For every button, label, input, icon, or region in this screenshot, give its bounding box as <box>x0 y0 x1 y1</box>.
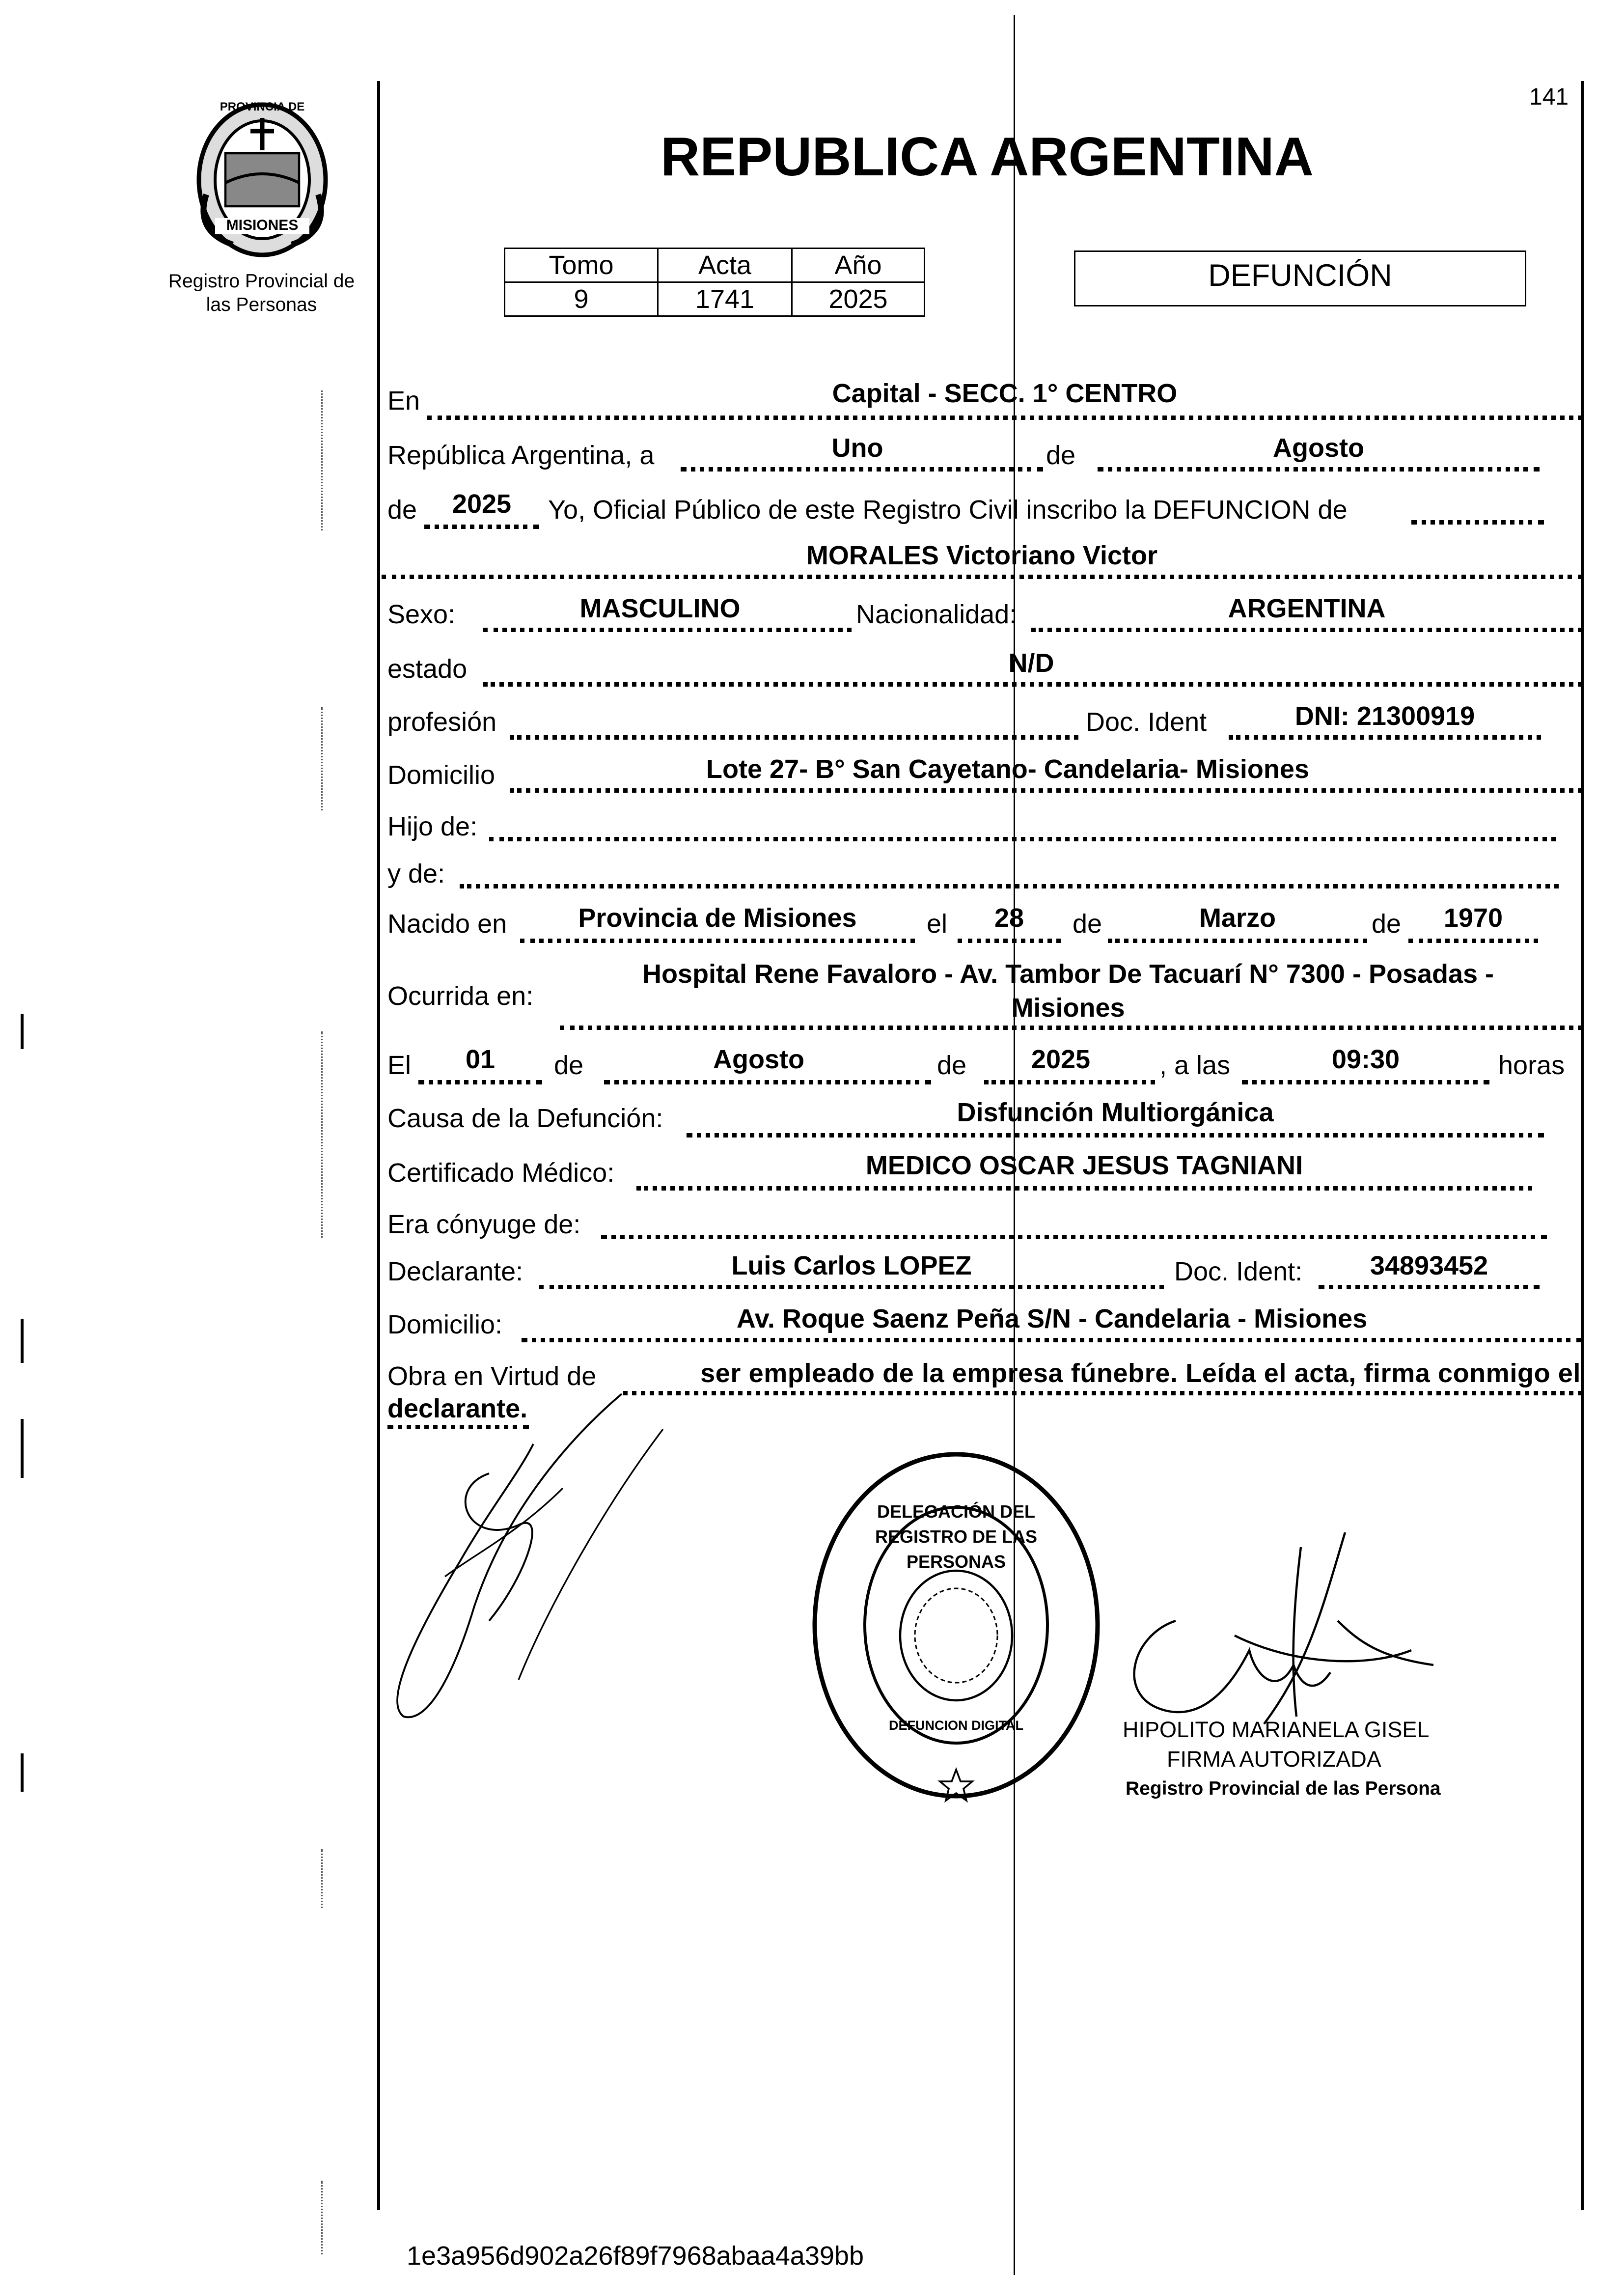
stamp-inner-text: DEFUNCION DIGITAL <box>888 1718 1023 1733</box>
field-nacionalidad: ARGENTINA <box>1228 594 1386 623</box>
dots-mes <box>1098 467 1540 472</box>
field-nombre: MORALES Victoriano Victor <box>806 541 1158 570</box>
field-doc-ident: DNI: 21300919 <box>1294 701 1475 731</box>
field-declarante: Luis Carlos LOPEZ <box>731 1251 972 1280</box>
dots-estado <box>483 682 1582 687</box>
scan-mark <box>321 1849 323 1908</box>
scan-mark <box>321 1031 323 1238</box>
field-nacido-dia: 28 <box>994 903 1024 933</box>
label-de-anio: de <box>387 495 417 525</box>
label-declarante: Declarante: <box>387 1257 523 1286</box>
field-declarante-doc: 34893452 <box>1370 1251 1488 1280</box>
officer-name: HIPOLITO MARIANELA GISEL <box>1123 1718 1430 1743</box>
field-obra-line-1: ser empleado de la empresa fúnebre. Leída el acta, firma conmigo el <box>700 1359 1581 1388</box>
field-defuncion-mes: Agosto <box>713 1045 804 1074</box>
dots-domicilio <box>510 788 1582 793</box>
dots-nacido-mes <box>1108 939 1367 943</box>
left-margin-rule <box>377 81 380 2210</box>
acta-value: 1741 <box>658 282 792 316</box>
label-doc-ident: Doc. Ident <box>1086 707 1207 737</box>
dots-nacido-dia <box>958 939 1061 943</box>
label-el: El <box>387 1051 412 1080</box>
label-domicilio: Domicilio <box>387 760 495 790</box>
field-domicilio: Lote 27- B° San Cayetano- Candelaria- Misiones <box>706 754 1309 784</box>
field-defuncion-anio: 2025 <box>1031 1045 1091 1074</box>
scan-mark <box>21 1753 24 1792</box>
field-defuncion-hora: 09:30 <box>1331 1045 1400 1074</box>
field-declarante-domicilio: Av. Roque Saenz Peña S/N - Candelaria - Misiones <box>736 1304 1368 1333</box>
scan-mark <box>21 1319 24 1363</box>
seal-text-top: PROVINCIA DE <box>220 100 305 113</box>
dots-obra-1 <box>623 1391 1582 1395</box>
officer-role: FIRMA AUTORIZADA <box>1167 1748 1381 1773</box>
field-nacido-en: Provincia de Misiones <box>578 903 857 933</box>
label-de-mes: de <box>1046 441 1076 470</box>
dots-lugar <box>427 416 1582 420</box>
dots-dia <box>681 467 1043 472</box>
page-number: 141 <box>1529 85 1569 111</box>
anio-value: 2025 <box>792 282 925 316</box>
label-sexo: Sexo: <box>387 600 456 629</box>
label-obra: Obra en Virtud de <box>387 1361 597 1391</box>
registry-name-line-1: Registro Provincial de <box>168 270 355 292</box>
field-estado: N/D <box>1008 648 1054 678</box>
dots-doc-ident <box>1229 735 1541 740</box>
field-ocurrida-en-line-1: Hospital Rene Favaloro - Av. Tambor De Tacuarí N° 7300 - Posadas - <box>642 959 1494 989</box>
label-domicilio-declarante: Domicilio: <box>387 1310 503 1339</box>
tomo-header: Tomo <box>505 249 658 282</box>
scan-mark <box>21 1419 24 1478</box>
dots-nacido-anio <box>1408 939 1538 943</box>
provincial-seal-icon <box>189 91 336 261</box>
anio-header: Año <box>792 249 925 282</box>
dots-certificado <box>636 1186 1532 1191</box>
page-title: REPUBLICA ARGENTINA <box>660 127 1314 187</box>
label-republica: República Argentina, a <box>387 441 655 470</box>
dots-defuncion-de <box>1411 520 1544 525</box>
dots-nombre <box>382 575 1582 579</box>
label-certificado: Certificado Médico: <box>387 1158 615 1188</box>
tomo-value: 9 <box>505 282 658 316</box>
label-profesion: profesión <box>387 707 497 737</box>
label-de-def-mes: de <box>554 1051 584 1080</box>
label-ocurrida-en: Ocurrida en: <box>387 981 534 1011</box>
field-causa: Disfunción Multiorgánica <box>957 1098 1274 1127</box>
label-doc-ident-declarante: Doc. Ident: <box>1174 1257 1303 1286</box>
label-conyuge: Era cónyuge de: <box>387 1210 581 1239</box>
record-table <box>504 248 925 317</box>
label-de-nacido-anio: de <box>1372 909 1402 939</box>
scan-mark <box>321 707 323 810</box>
label-causa: Causa de la Defunción: <box>387 1104 663 1133</box>
dots-def-hora <box>1242 1080 1489 1084</box>
dots-def-mes <box>604 1080 931 1084</box>
dots-def-dia <box>418 1080 542 1084</box>
scan-mark <box>21 1014 24 1049</box>
declarant-signature <box>386 1385 681 1739</box>
label-el-nacido: el <box>927 909 948 939</box>
field-mes-inscripcion: Agosto <box>1273 433 1364 463</box>
label-estado: estado <box>387 654 468 684</box>
dots-causa <box>687 1133 1544 1138</box>
label-yo-oficial: Yo, Oficial Público de este Registro Civil inscribo la DEFUNCION de <box>548 495 1348 525</box>
officer-signature <box>1117 1532 1441 1739</box>
dots-hijo-de <box>489 837 1556 841</box>
label-a-las: , a las <box>1159 1051 1231 1080</box>
label-de-nacido-mes: de <box>1073 909 1102 939</box>
field-lugar: Capital - SECC. 1° CENTRO <box>832 379 1178 408</box>
stamp-outer-text: DELEGACIÓN DEL REGISTRO DE LAS PERSONAS <box>875 1501 1037 1572</box>
registry-name-line-2: las Personas <box>206 293 317 315</box>
field-sexo: MASCULINO <box>579 594 741 623</box>
label-nacionalidad: Nacionalidad: <box>856 600 1017 629</box>
field-defuncion-dia: 01 <box>465 1045 495 1074</box>
dots-y-de <box>460 884 1559 888</box>
dots-sexo <box>483 628 852 632</box>
acta-header: Acta <box>658 249 792 282</box>
dots-profesion <box>510 735 1078 740</box>
label-en: En <box>387 386 420 416</box>
label-y-de: y de: <box>387 859 445 888</box>
scan-mark <box>321 390 323 530</box>
field-ocurrida-en-line-2: Misiones <box>1011 993 1125 1023</box>
label-horas: horas <box>1498 1051 1565 1080</box>
field-certificado: MEDICO OSCAR JESUS TAGNIANI <box>865 1151 1303 1180</box>
field-nacido-mes: Marzo <box>1199 903 1276 933</box>
document-hash: 1e3a956d902a26f89f7968abaa4a39bb <box>407 2241 864 2271</box>
field-nacido-anio: 1970 <box>1443 903 1503 933</box>
seal-text-bottom: MISIONES <box>215 218 309 234</box>
label-hijo-de: Hijo de: <box>387 812 478 841</box>
dots-conyuge <box>601 1235 1547 1239</box>
dots-declarante-domicilio <box>522 1338 1582 1342</box>
fold-line <box>1014 15 1015 2275</box>
field-dia-inscripcion: Uno <box>831 433 883 463</box>
label-nacido-en: Nacido en <box>387 909 507 939</box>
label-de-def-anio: de <box>937 1051 967 1080</box>
dots-declarante <box>539 1285 1164 1289</box>
dots-nacionalidad <box>1031 628 1582 632</box>
dots-def-anio <box>984 1080 1155 1084</box>
scan-mark <box>321 2181 323 2254</box>
dots-declarante-doc <box>1319 1285 1540 1289</box>
field-obra-line-2: declarante. <box>387 1394 528 1423</box>
dots-anio <box>424 525 539 529</box>
document-type: DEFUNCIÓN <box>1208 259 1392 293</box>
officer-org: Registro Provincial de las Persona <box>1126 1777 1441 1799</box>
field-anio-inscripcion: 2025 <box>452 489 512 519</box>
dots-nacido-en <box>520 939 915 943</box>
dots-ocurrida-en <box>560 1026 1582 1030</box>
